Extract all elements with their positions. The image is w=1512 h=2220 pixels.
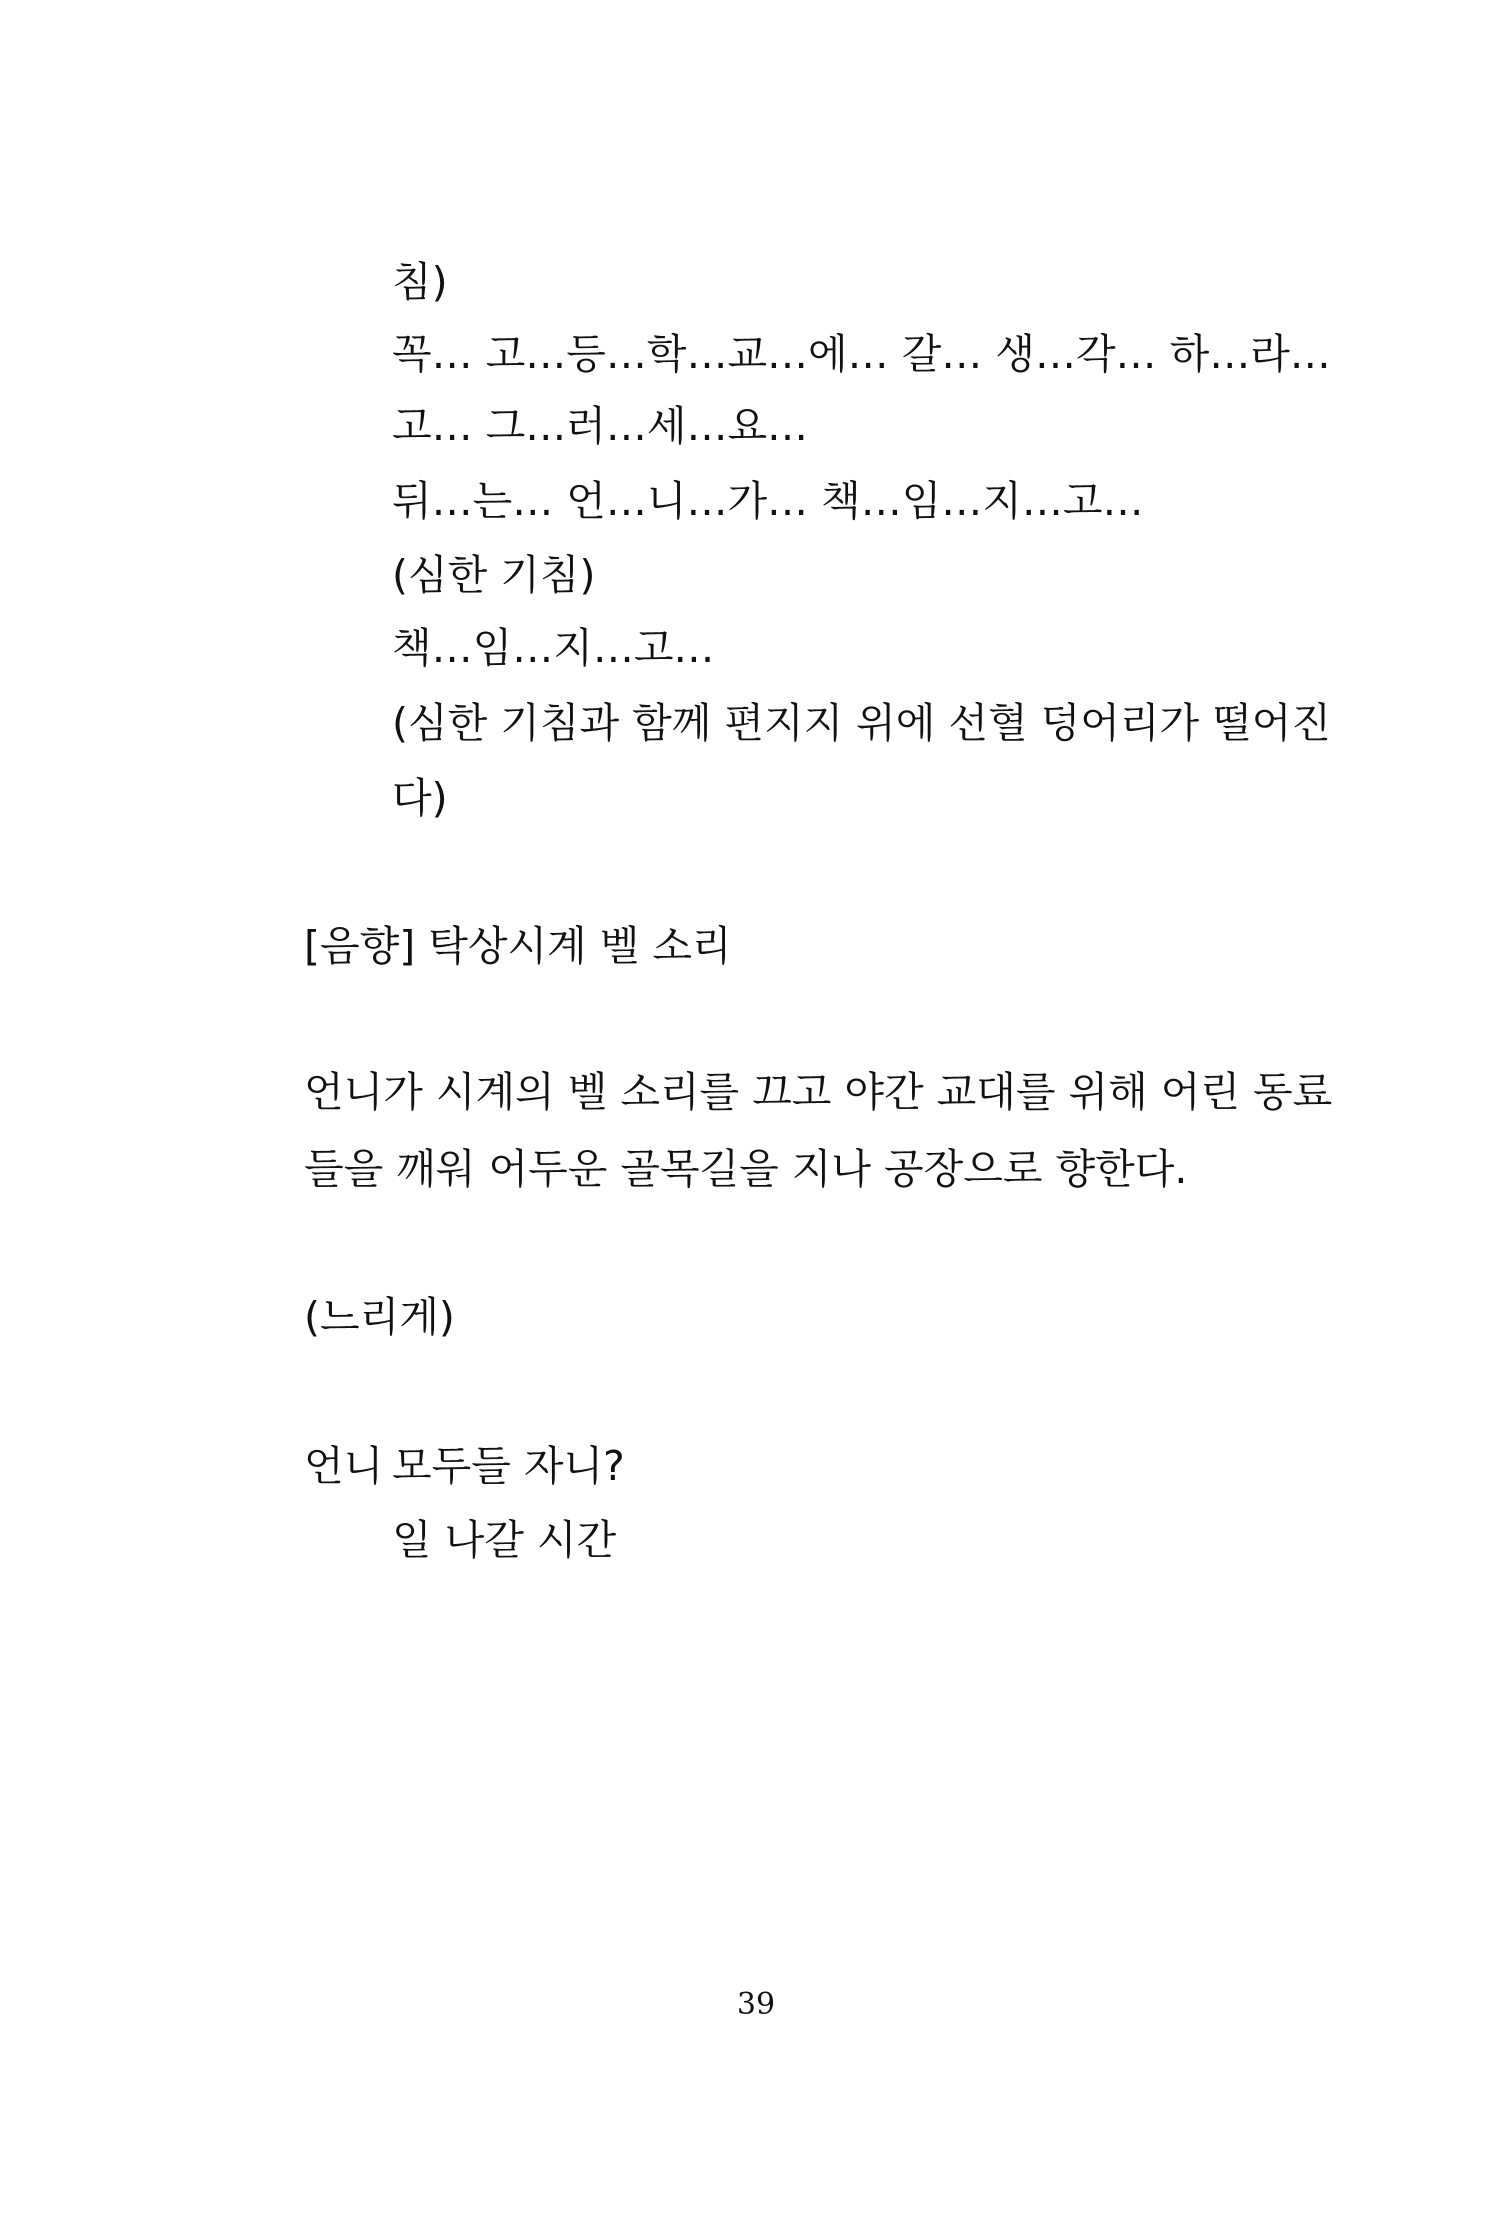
dialogue-continuation-line: 꼭… 고…등…학…교…에… 갈… 생…각… 하…라… — [392, 330, 1331, 378]
dialogue-line: 일 나갈 시간 — [392, 1516, 617, 1564]
stage-direction-line: (심한 기침과 함께 편지지 위에 선혈 덩어리가 떨어진 — [392, 699, 1331, 747]
stage-direction-line: 다) — [392, 774, 448, 822]
stage-direction-line: (심한 기침) — [392, 551, 596, 599]
page-number: 39 — [736, 1987, 776, 2022]
action-line: 들을 깨워 어두운 골목길을 지나 공장으로 향한다. — [304, 1145, 1188, 1193]
dialogue-continuation-line: 침) — [392, 258, 448, 306]
dialogue-continuation-line: 책…임…지…고… — [392, 624, 715, 672]
dialogue-continuation-line: 고… 그…러…세…요… — [392, 402, 809, 450]
action-line: 언니가 시계의 벨 소리를 끄고 야간 교대를 위해 어린 동료 — [304, 1068, 1333, 1116]
dialogue-line: 모두들 자니? — [392, 1442, 625, 1490]
speaker-name: 언니 — [304, 1442, 384, 1490]
sound-cue: [음향] 탁상시계 벨 소리 — [304, 922, 732, 970]
direction-note: (느리게) — [304, 1293, 455, 1341]
dialogue-continuation-line: 뒤…는… 언…니…가… 책…임…지…고… — [392, 477, 1144, 525]
